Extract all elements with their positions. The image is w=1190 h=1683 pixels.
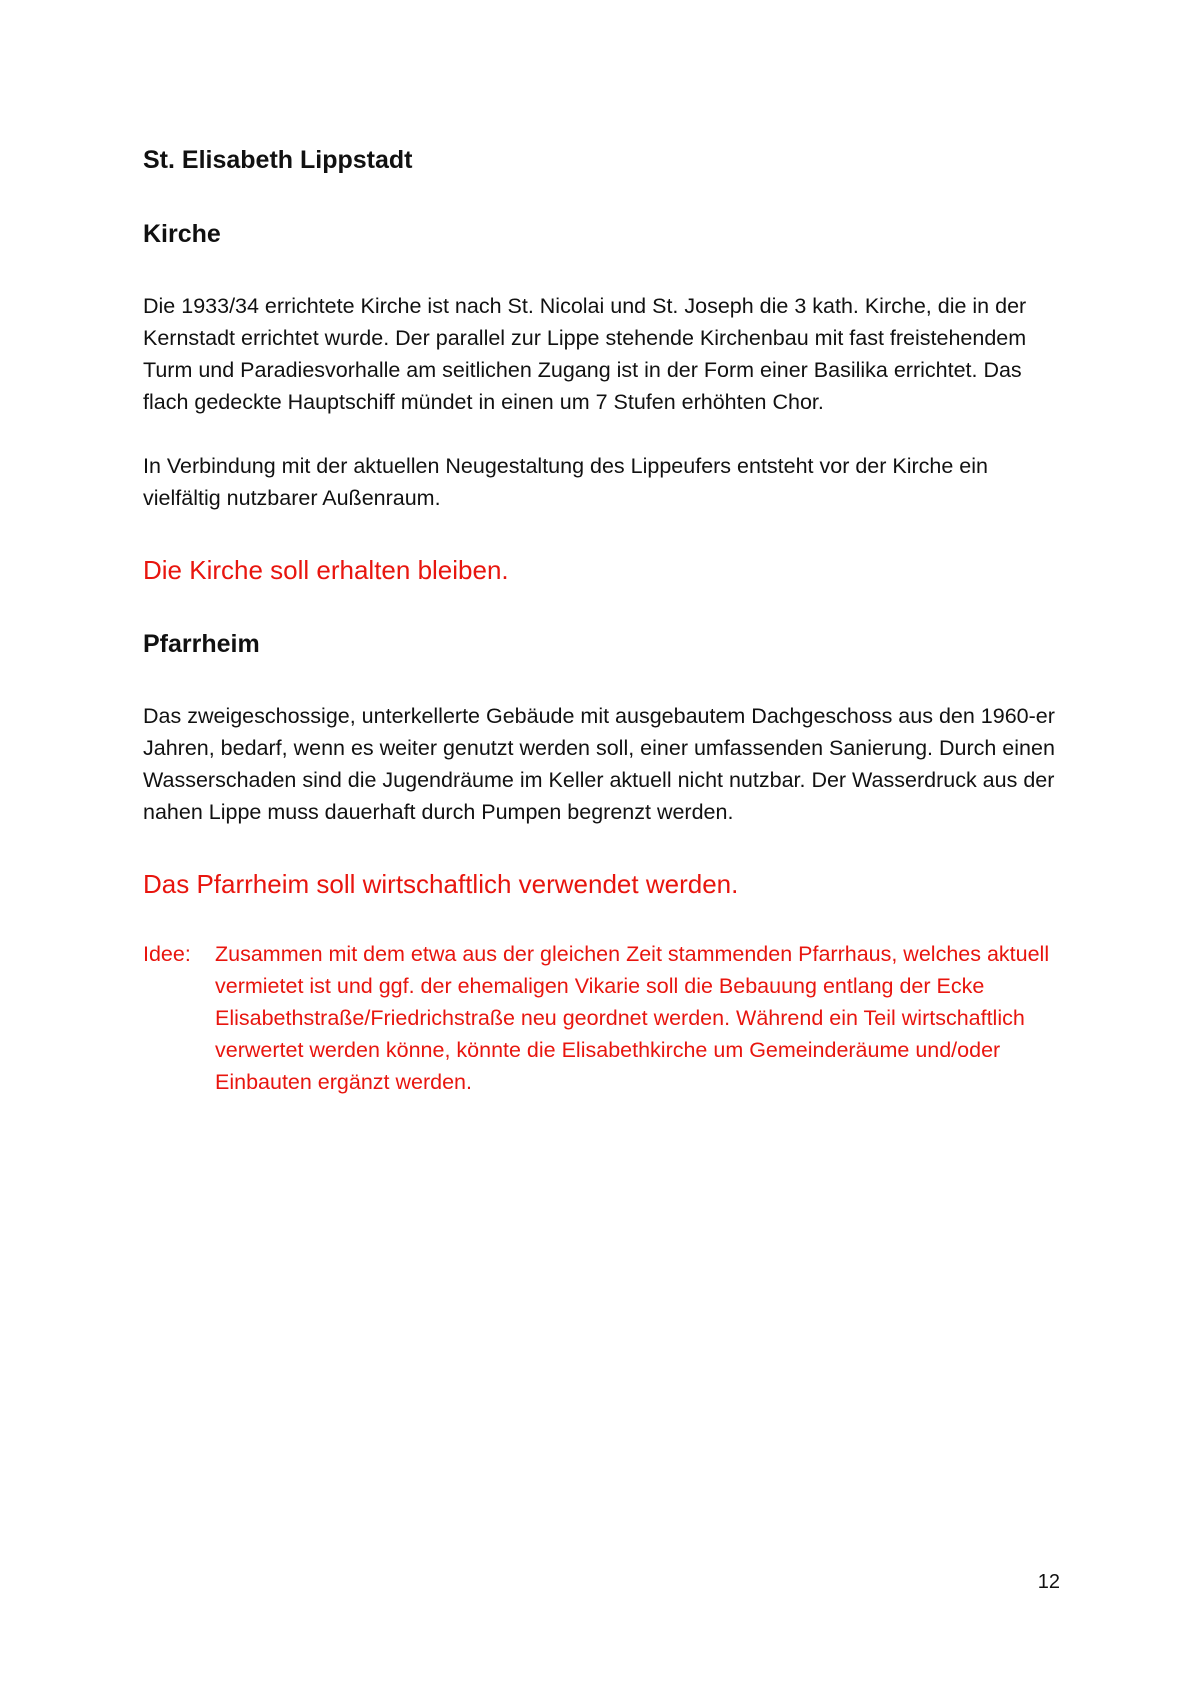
page-number: 12	[1037, 1571, 1060, 1593]
pfarrheim-paragraph-1: Das zweigeschossige, unterkellerte Gebäude mit ausgebautem Dachgeschoss aus den 1960-er Jahren, bedarf, wenn es weiter genutzt werden soll, einer umfassenden Sanierung. Durch einen Wasserschaden sind die Jugendräume im Keller aktuell nicht nutzbar. Der Wasserdruck aus der nahen Lippe muss dauerhaft durch Pumpen begrenzt werden.	[143, 704, 1055, 824]
idea-label: Idee:	[143, 942, 191, 966]
kirche-paragraph-2: In Verbindung mit der aktuellen Neugestaltung des Lippeufers entsteht vor der Kirche ein vielfältig nutzbarer Außenraum.	[143, 454, 988, 510]
idea-text: Zusammen mit dem etwa aus der gleichen Zeit stammenden Pfarrhaus, welches aktuell vermietet ist und ggf. der ehemaligen Vikarie soll die Bebauung entlang der Ecke Elisabethstraße/Friedrichstraße neu geordnet werden. Während ein Teil wirtschaftlich verwertet werden könne, könnte die Elisabethkirche um Gemeinderäume und/oder Einbauten ergänzt werden.	[215, 942, 1050, 1094]
pfarrheim-statement: Das Pfarrheim soll wirtschaftlich verwendet werden.	[143, 869, 739, 899]
kirche-paragraph-1: Die 1933/34 errichtete Kirche ist nach St. Nicolai und St. Joseph die 3 kath. Kirche, die in der Kernstadt errichtet wurde. Der parallel zur Lippe stehende Kirchenbau mit fast freistehendem Turm und Paradiesvorhalle am seitlichen Zugang ist in der Form einer Basilika errichtet. Das flach gedeckte Hauptschiff mündet in einen um 7 Stufen erhöhten Chor.	[143, 294, 1027, 414]
kirche-statement: Die Kirche soll erhalten bleiben.	[143, 555, 509, 585]
page-content	[143, 142, 1063, 1098]
pfarrheim-idea	[143, 938, 1063, 1098]
document-title: St. Elisabeth Lippstadt	[143, 146, 413, 174]
section-heading-pfarrheim: Pfarrheim	[143, 630, 260, 658]
section-heading-kirche: Kirche	[143, 220, 221, 248]
